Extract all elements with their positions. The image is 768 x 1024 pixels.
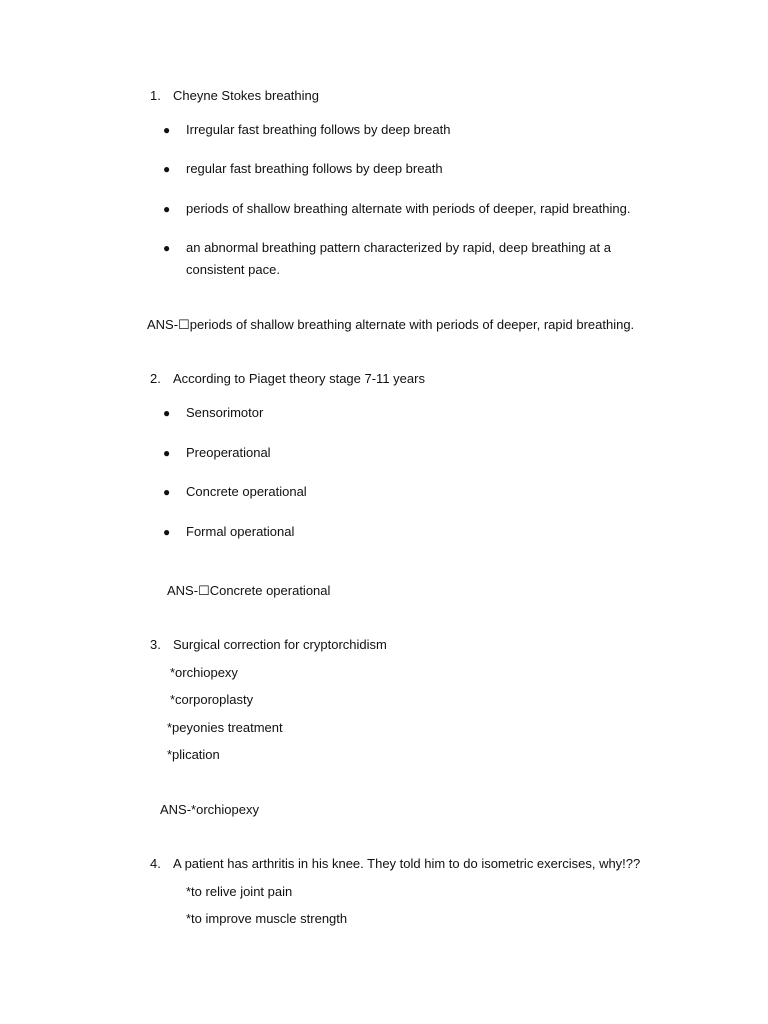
- bullet-icon: ●: [163, 202, 171, 216]
- question-text: Surgical correction for cryptorchidism: [173, 637, 387, 652]
- option-text: *corporoplasty: [170, 692, 254, 707]
- option-text: Preoperational: [186, 445, 271, 460]
- question-text: Cheyne Stokes breathing: [173, 88, 319, 103]
- question-number: 1.: [150, 88, 161, 103]
- answer-text: ANS-☐periods of shallow breathing alternate with periods of deeper, rapid breathing.: [147, 317, 635, 332]
- option-text: periods of shallow breathing alternate with periods of deeper, rapid breathing.: [186, 201, 631, 216]
- option-text: an abnormal breathing pattern characterized by rapid, deep breathing at a consistent pace.: [186, 240, 611, 277]
- bullet-icon: ●: [163, 446, 171, 460]
- bullet-icon: ●: [163, 162, 171, 176]
- bullet-icon: ●: [163, 525, 171, 539]
- option-text: *orchiopexy: [170, 665, 238, 680]
- bullet-icon: ●: [163, 123, 171, 137]
- option-text: Irregular fast breathing follows by deep breath: [186, 122, 451, 137]
- option-text: *to relive joint pain: [186, 884, 293, 899]
- question-number: 4.: [150, 856, 161, 871]
- option-text: *peyonies treatment: [167, 720, 283, 735]
- bullet-icon: ●: [163, 485, 171, 499]
- answer-text: ANS-*orchiopexy: [160, 802, 259, 817]
- option-text: Sensorimotor: [186, 405, 264, 420]
- question-text: According to Piaget theory stage 7-11 years: [173, 371, 425, 386]
- option-text: Concrete operational: [186, 484, 307, 499]
- answer-text: ANS-☐Concrete operational: [167, 583, 331, 598]
- option-text: *plication: [167, 747, 220, 762]
- option-text: regular fast breathing follows by deep breath: [186, 161, 443, 176]
- option-text: *to improve muscle strength: [186, 911, 348, 926]
- bullet-icon: ●: [163, 241, 171, 255]
- option-text: Formal operational: [186, 524, 295, 539]
- question-number: 3.: [150, 637, 161, 652]
- bullet-icon: ●: [163, 406, 171, 420]
- question-number: 2.: [150, 371, 161, 386]
- question-text: A patient has arthritis in his knee. They told him to do isometric exercises, why!??: [173, 856, 641, 871]
